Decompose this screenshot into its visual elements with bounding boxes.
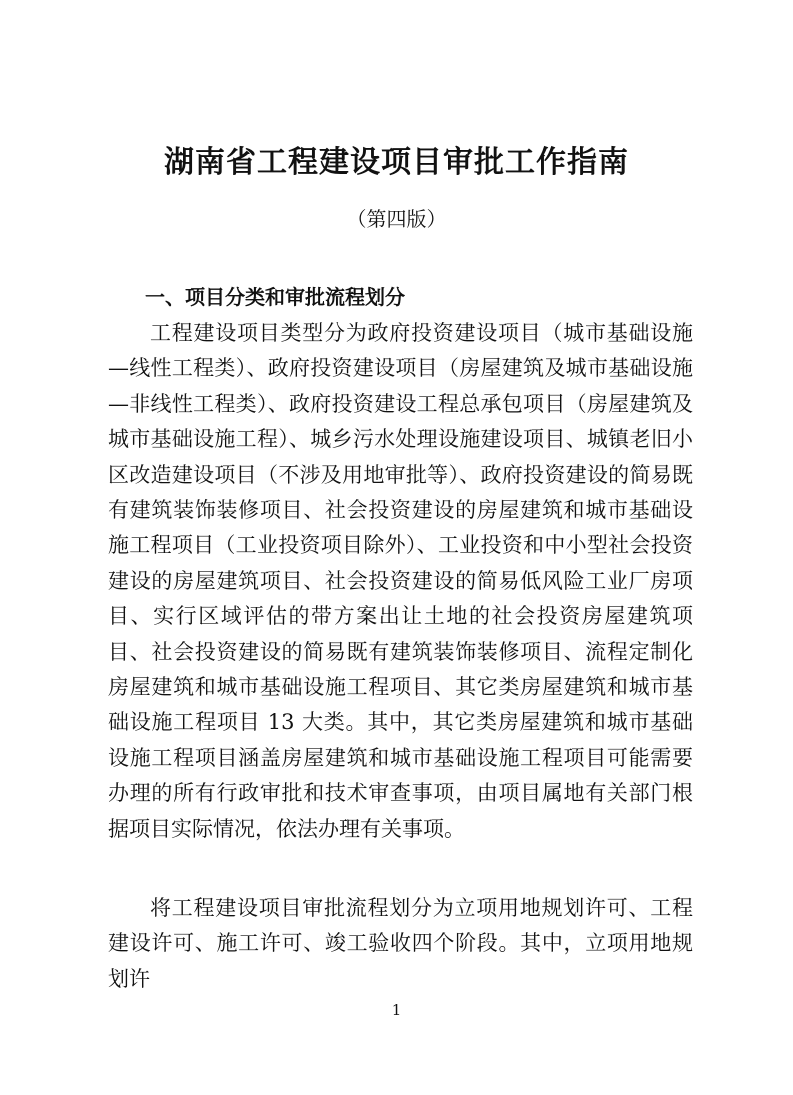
document-title: 湖南省工程建设项目审批工作指南 bbox=[164, 145, 629, 180]
body-paragraph: 将工程建设项目审批流程划分为立项用地规划许可、工程建设许可、施工许可、竣工验收四个阶段。其中，立项用地规划许 bbox=[108, 896, 693, 991]
body-paragraph: 工程建设项目类型分为政府投资建设项目（城市基础设施—线性工程类）、政府投资建设项目（房屋建筑及城市基础设施—非线性工程类）、政府投资建设工程总承包项目（房屋建筑及城市基础设施工程）、城乡污水处理设施建设项目、城镇老旧小区改造建设项目（不涉及用地审批等）、政府投资建设的简易既有建筑装饰装修项目、社会投资建设的房屋建筑和城市基础设施工程项目（工业投资项目除外）、工业投资和中小型社会投资建设的房屋建筑项目、社会投资建设的简易低风险工业厂房项目、实行区域评估的带方案出让土地的社会投资房屋建筑项目、社会投资建设的简易既有建筑装饰装修项目、流程定制化房屋建筑和城市基础设施工程项目、其它类房屋建筑和城市基础设施工程项目 13 大类。其中，其它类房屋建筑和城市基础设施工程项目涵盖房屋建筑和城市基础设施工程项目可能需要办理的所有行政审批和技术审查事项，由项目属地有关部门根据项目实际情况，依法办理有关事项。 bbox=[108, 321, 693, 841]
document-subtitle: （第四版） bbox=[346, 207, 447, 231]
section-heading: 一、项目分类和审批流程划分 bbox=[145, 285, 405, 309]
page-number: 1 bbox=[391, 1001, 402, 1019]
